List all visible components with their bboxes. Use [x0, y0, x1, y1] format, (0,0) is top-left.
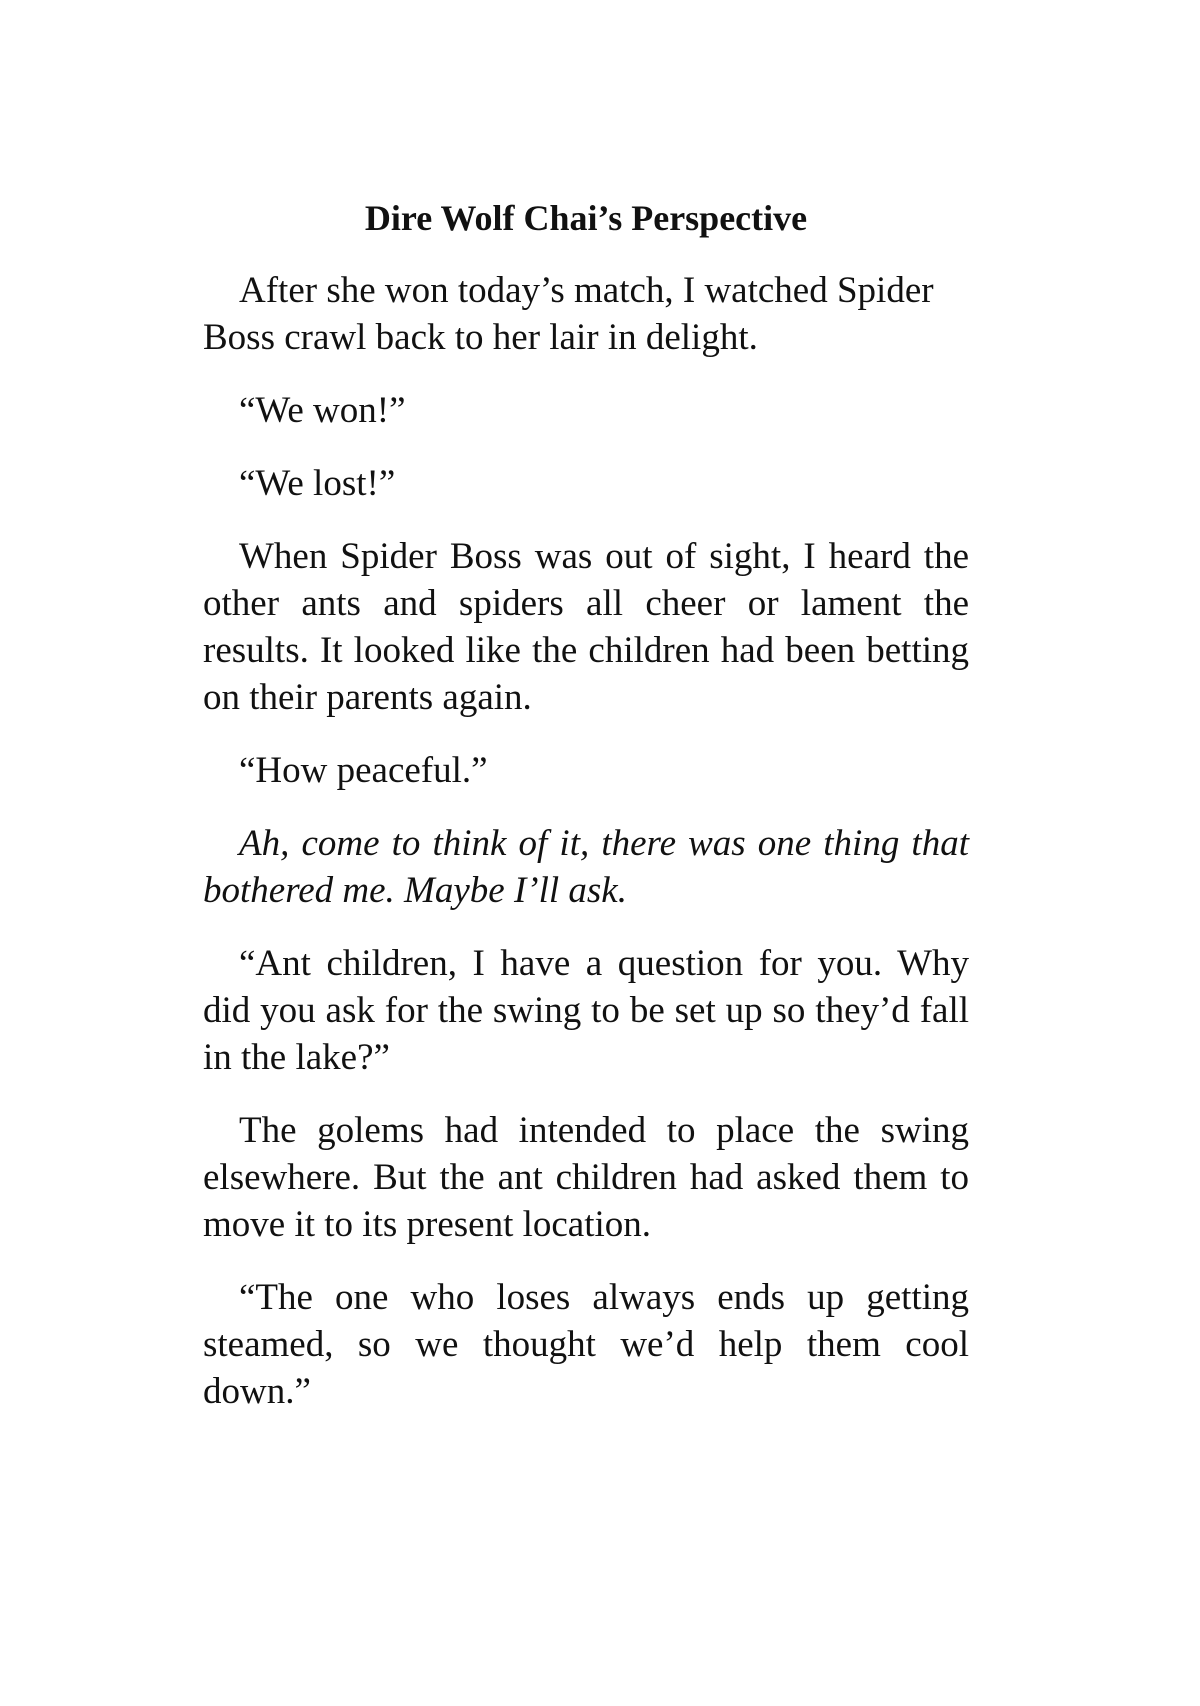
inner-thought: Ah, come to think of it, there was one thing that bothered me. Maybe I’ll ask. [203, 823, 969, 911]
paragraph: The golems had intended to place the swing elsewhere. But the ant children had asked them to move it to its present location. [203, 1110, 969, 1245]
dialogue-line: “We won!” [239, 390, 406, 431]
dialogue-line: “We lost!” [239, 463, 396, 504]
dialogue-line: “How peaceful.” [239, 750, 488, 791]
chapter-heading: Dire Wolf Chai’s Perspective [364, 198, 808, 238]
paragraph: When Spider Boss was out of sight, I heard the other ants and spiders all cheer or lament the results. It looked like the children had been betting on their parents again. [203, 536, 969, 718]
page-text [203, 195, 969, 1441]
dialogue-line: “The one who loses always ends up getting steamed, so we thought we’d help them cool down.” [203, 1277, 969, 1412]
paragraph: After she won today’s match, I watched Spider Boss crawl back to her lair in delight. [203, 270, 934, 358]
dialogue-line: “Ant children, I have a question for you. Why did you ask for the swing to be set up so they’d fall in the lake?” [203, 943, 969, 1078]
